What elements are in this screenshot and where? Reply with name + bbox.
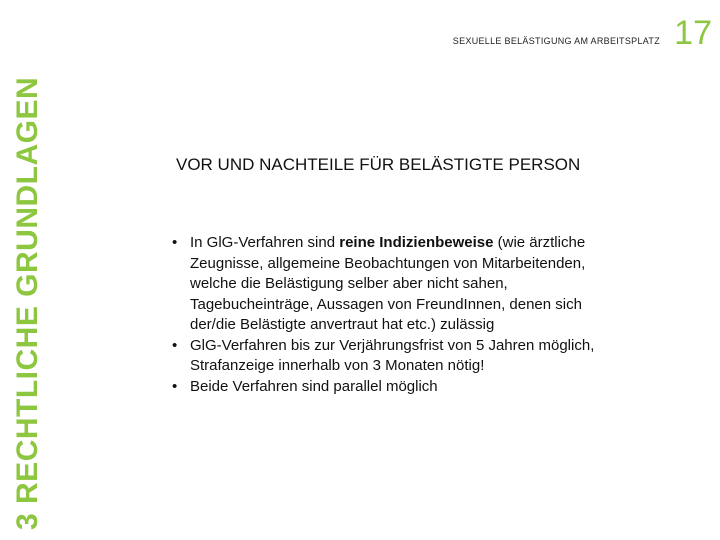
bullet-icon: • (172, 234, 178, 251)
bullet-icon: • (172, 336, 178, 354)
section-title-vertical: 3 RECHTLICHE GRUNDLAGEN (11, 76, 44, 530)
bullet-text-pre: In GlG-Verfahren sind (190, 234, 340, 251)
slide-heading: VOR UND NACHTEILE FÜR BELÄSTIGTE PERSON (176, 155, 581, 174)
bullet-icon: • (172, 377, 178, 395)
bullet-list (172, 233, 612, 397)
bullet-item (172, 336, 612, 377)
bullet-text: GlG-Verfahren bis zur Verjährungsfrist von 5 Jahren möglich, Strafanzeige innerhalb von 3 Monaten nötig! (190, 336, 595, 374)
bullet-text-bold: reine Indizienbeweise (339, 234, 494, 251)
bullet-item (172, 377, 612, 398)
header-label: SEXUELLE BELÄSTIGUNG AM ARBEITSPLATZ (452, 36, 660, 46)
bullet-item (172, 233, 612, 336)
bullet-text-post: (wie ärztliche Zeugnisse, allgemeine Beobachtungen von Mitarbeitenden, welche die Belästigung selber aber nicht sahen, Tagebucheinträge, Aussagen von FreundInnen, denen sich der/die Belästigte anvertraut hat etc.) zulässig (190, 234, 586, 333)
bullet-text: Beide Verfahren sind parallel möglich (190, 377, 438, 395)
page-number: 17 (674, 14, 712, 52)
